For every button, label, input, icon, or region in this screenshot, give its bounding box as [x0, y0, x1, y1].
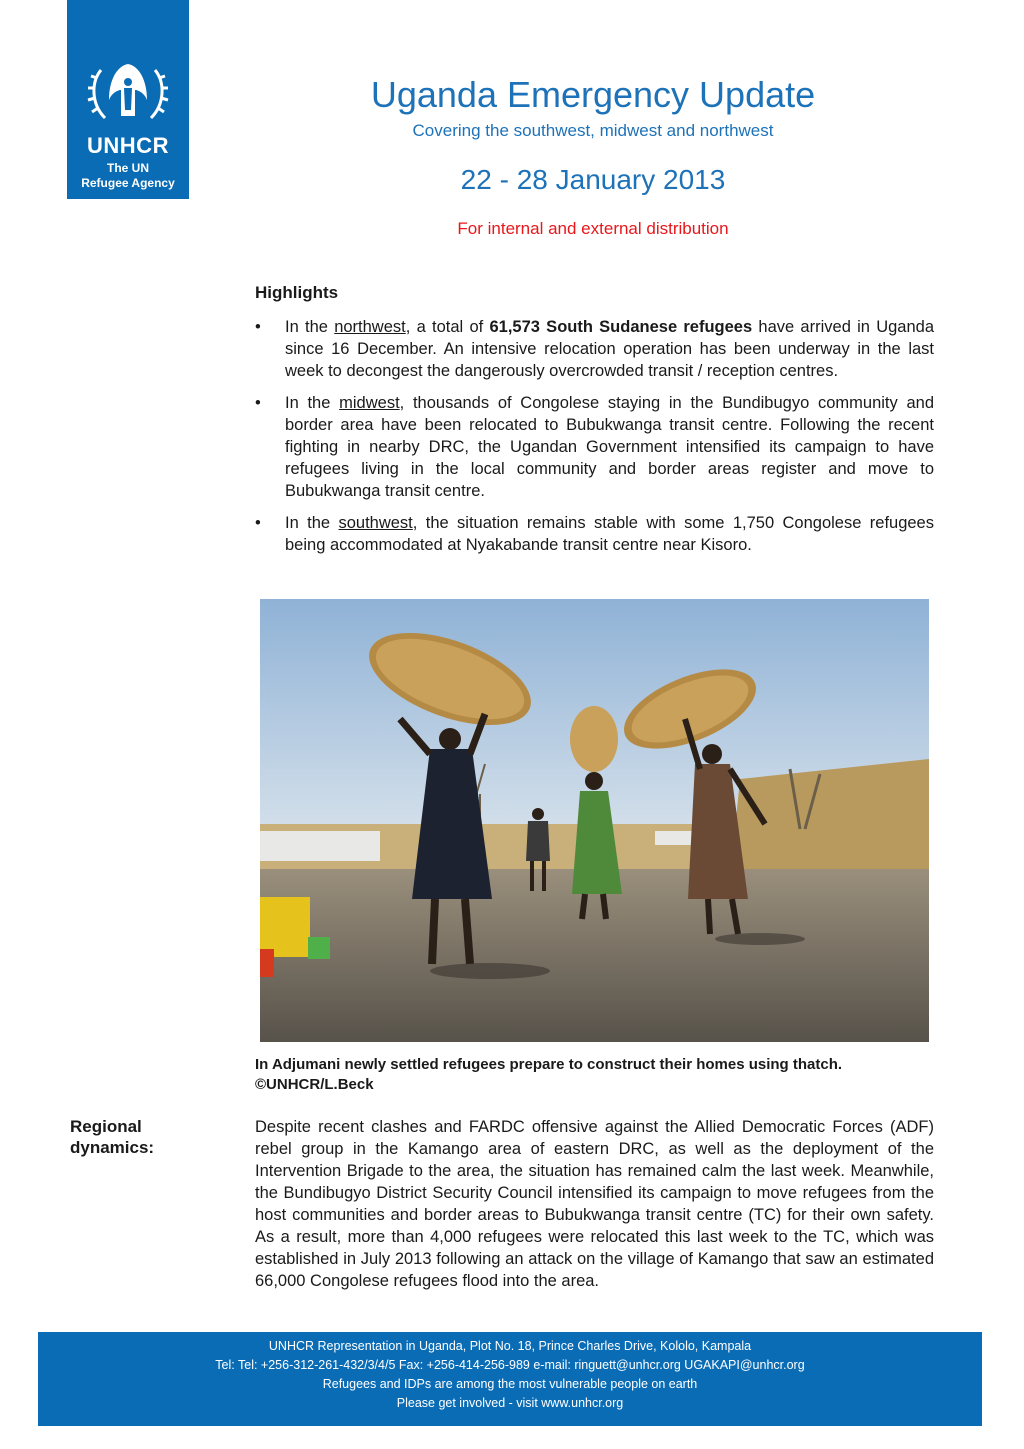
footer-contact: Tel: Tel: +256-312-261-432/3/4/5 Fax: +256-414-256-989 e-mail: ringuett@unhcr.org UGAKAPI@unhcr.org [215, 1358, 805, 1372]
refugee-photo [260, 599, 929, 1042]
highlight-item [255, 392, 934, 502]
highlights-list [255, 316, 934, 566]
caption-text: In Adjumani newly settled refugees prepare to construct their homes using thatch. [255, 1056, 843, 1073]
bullet-icon: • [255, 318, 261, 336]
highlight-text: In the [285, 394, 340, 412]
page-title: Uganda Emergency Update [370, 74, 816, 115]
logo-name: UNHCR [87, 133, 169, 158]
region-link-midwest: midwest [339, 394, 400, 412]
label-line: Regional [70, 1117, 142, 1136]
highlight-text: , a total of [405, 318, 490, 336]
photo-caption [255, 1055, 935, 1095]
photo-illustration [260, 599, 929, 1042]
photo-credit: ©UNHCR/L.Beck [255, 1076, 374, 1093]
report-dates: 22 - 28 January 2013 [460, 164, 726, 195]
highlight-text: In the [285, 514, 339, 532]
highlight-text: , the situation remains stable with some 1,750 Congolese refugees being accommodated at Nyakabande transit centre near Kisoro. [285, 514, 934, 554]
footer [38, 1332, 982, 1426]
region-link-northwest: northwest [334, 318, 406, 336]
highlights-heading: Highlights [255, 283, 339, 302]
footer-website: Please get involved - visit www.unhcr.org [396, 1396, 624, 1410]
highlight-text: , thousands of Congolese staying in the Bundibugyo community and border area have been relocated to Bubukwanga transit centre. Following the recent fighting in nearby DRC, the Ugandan Government intensified its campaign to have refugees living in the local community and border areas register and move to Bubukwanga transit centre. [285, 394, 934, 500]
distribution-note: For internal and external distribution [457, 219, 729, 238]
page-subtitle: Covering the southwest, midwest and northwest [412, 121, 774, 140]
highlight-emphasis: 61,573 South Sudanese refugees [489, 318, 753, 336]
regional-dynamics-text: Despite recent clashes and FARDC offensive against the Allied Democratic Forces (ADF) rebel group in the Kamango area of eastern DRC, as well as the deployment of the Intervention Brigade to the area, the situation has remained calm the last week. Meanwhile, the Bundibugyo District Security Council intensified its campaign to move refugees from the host communities and border areas to Bubukwanga transit centre (TC) for their own safety. As a result, more than 4,000 refugees were relocated this last week to the TC, which was established in July 2013 following an attack on the village of Kamango that saw an estimated 66,000 Congolese refugees flood into the area. [255, 1118, 934, 1290]
bullet-icon: • [255, 514, 261, 532]
unhcr-logo [67, 0, 189, 199]
highlight-text: have arrived in Uganda since 16 December. An intensive relocation operation has been underway in the last week to decongest the dangerously overcrowded transit / reception centres. [285, 318, 935, 380]
highlight-text: In the [285, 318, 335, 336]
unhcr-emblem-icon [87, 60, 169, 130]
region-link-southwest: southwest [338, 514, 413, 532]
highlight-item [255, 512, 934, 556]
label-line: dynamics: [70, 1138, 155, 1157]
logo-tagline: The UN [107, 161, 149, 175]
bullet-icon: • [255, 394, 261, 412]
regional-dynamics-label [70, 1116, 154, 1158]
footer-address: UNHCR Representation in Uganda, Plot No. 18, Prince Charles Drive, Kololo, Kampala [268, 1339, 752, 1353]
highlight-item [255, 316, 934, 382]
footer-tagline: Refugees and IDPs are among the most vulnerable people on earth [322, 1377, 698, 1391]
logo-tagline: Refugee Agency [81, 176, 175, 190]
